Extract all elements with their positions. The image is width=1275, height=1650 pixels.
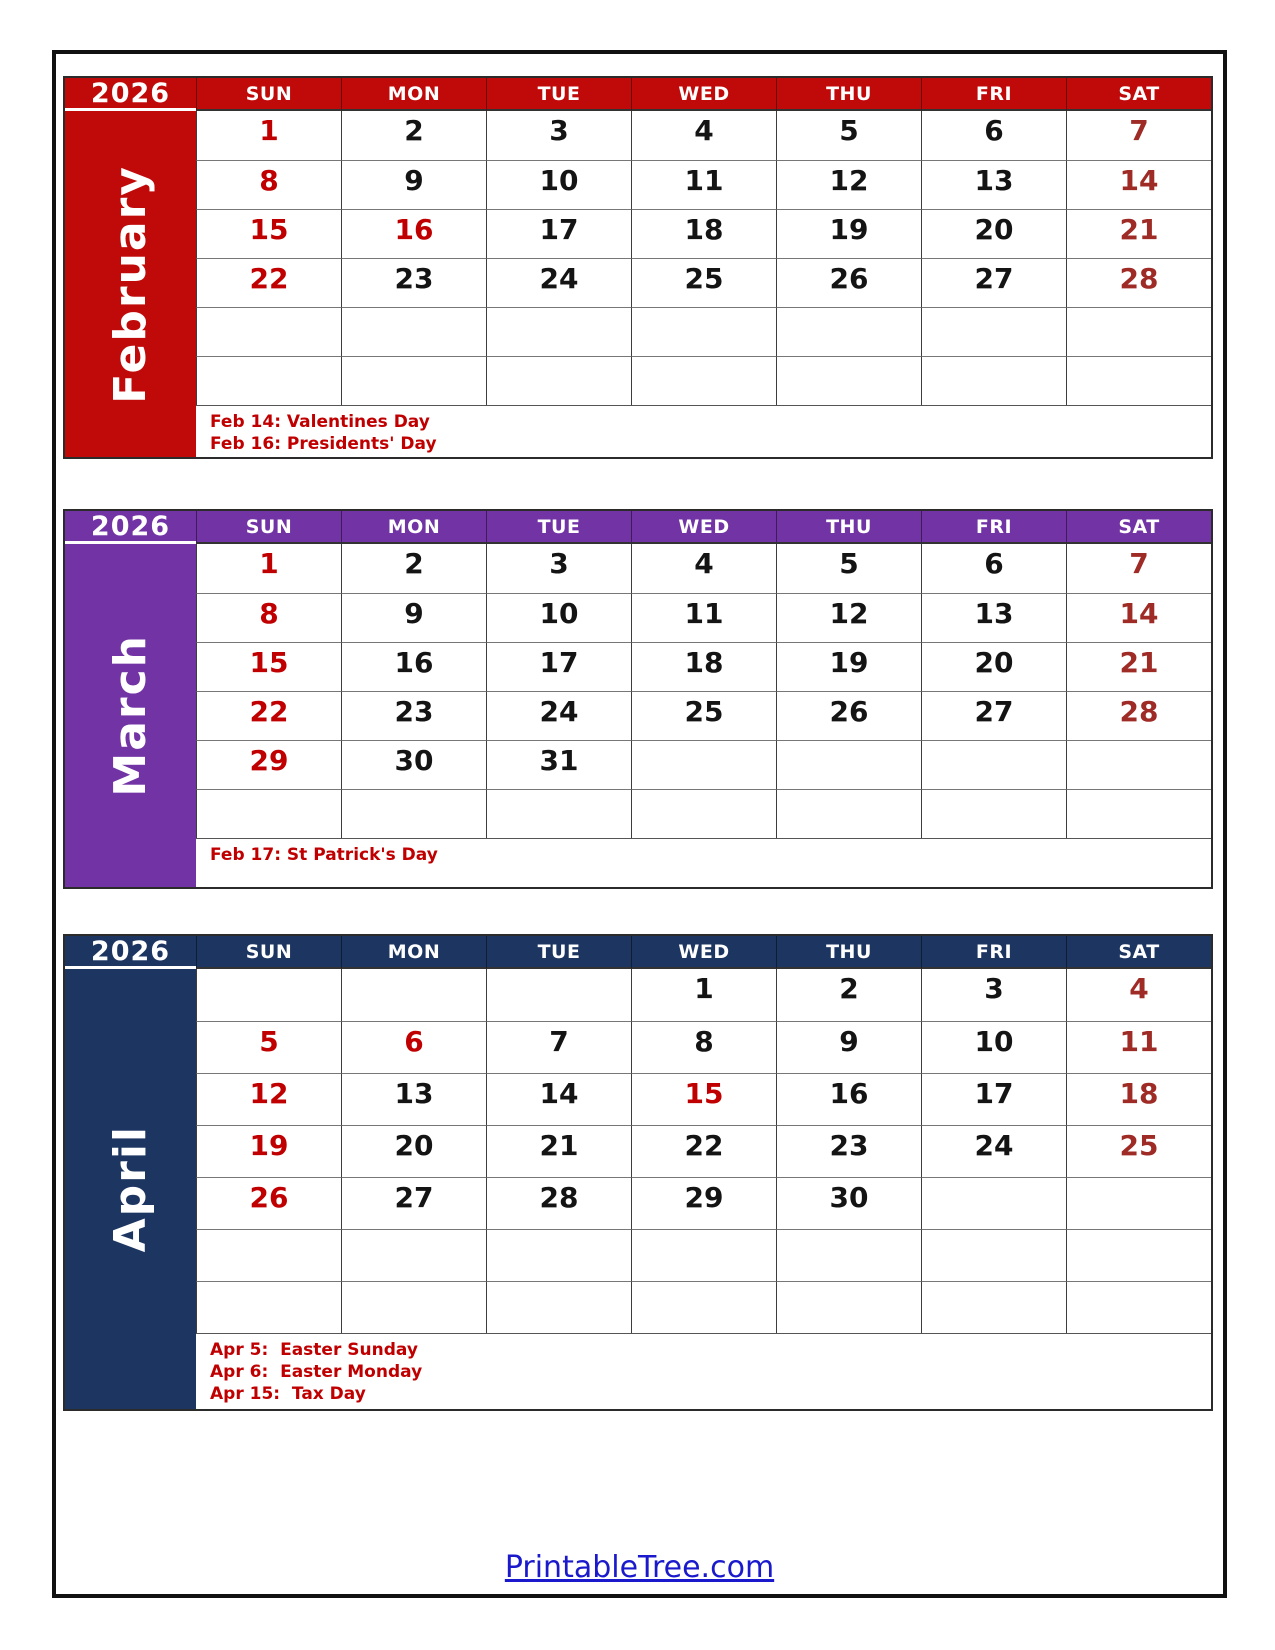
date-cell-empty [776,1281,921,1333]
date-cell-24: 24 [486,258,631,307]
date-cell-25: 25 [1066,1125,1211,1177]
date-cell-25: 25 [631,691,776,740]
date-cell-13: 13 [921,593,1066,642]
date-cell-19: 19 [776,642,921,691]
date-cell-23: 23 [341,691,486,740]
date-cell-empty [921,307,1066,356]
date-cell-18: 18 [631,642,776,691]
date-cell-24: 24 [921,1125,1066,1177]
footer-link[interactable]: PrintableTree.com [504,1550,775,1585]
date-cell-6: 6 [921,544,1066,593]
date-cell-empty [1066,1281,1211,1333]
date-cell-empty [1066,356,1211,405]
date-cell-30: 30 [776,1177,921,1229]
month-table [63,76,1213,459]
day-header-thu: THU [776,78,921,111]
date-cell-23: 23 [776,1125,921,1177]
date-cell-empty [196,1281,341,1333]
day-header-tue: TUE [486,511,631,544]
date-cell-empty [486,789,631,838]
date-cell-19: 19 [196,1125,341,1177]
date-cell-21: 21 [1066,642,1211,691]
date-cell-empty [196,356,341,405]
date-cell-empty [341,969,486,1021]
holiday-note: Feb 14: Valentines Day [210,412,430,432]
month-name-label: February [105,164,156,404]
year-label: 2026 [65,936,196,969]
date-cell-15: 15 [196,209,341,258]
date-cell-empty [921,1281,1066,1333]
date-cell-7: 7 [1066,544,1211,593]
day-header-sun: SUN [196,78,341,111]
date-cell-empty [196,969,341,1021]
holiday-note: Feb 16: Presidents' Day [210,434,437,454]
date-cell-empty [631,740,776,789]
page-border-frame [52,50,1227,1598]
date-cell-15: 15 [631,1073,776,1125]
month-block-february [63,76,1213,459]
date-cell-empty [631,1229,776,1281]
date-cell-12: 12 [196,1073,341,1125]
date-cell-8: 8 [631,1021,776,1073]
date-cell-empty [486,1281,631,1333]
holiday-note: Apr 5: Easter Sunday [210,1340,418,1360]
date-cell-13: 13 [341,1073,486,1125]
year-label: 2026 [65,511,196,544]
date-cell-21: 21 [1066,209,1211,258]
date-cell-17: 17 [486,642,631,691]
date-cell-10: 10 [486,160,631,209]
date-cell-9: 9 [341,593,486,642]
date-cell-empty [921,789,1066,838]
date-cell-empty [921,1177,1066,1229]
date-cell-empty [631,356,776,405]
day-header-sun: SUN [196,936,341,969]
date-cell-27: 27 [921,258,1066,307]
holiday-note: Apr 6: Easter Monday [210,1362,423,1382]
day-header-sat: SAT [1066,936,1211,969]
date-cell-10: 10 [486,593,631,642]
date-cell-empty [196,1229,341,1281]
date-cell-20: 20 [341,1125,486,1177]
date-cell-19: 19 [776,209,921,258]
day-header-fri: FRI [921,78,1066,111]
date-cell-11: 11 [631,593,776,642]
holiday-note: Feb 17: St Patrick's Day [210,845,438,865]
day-header-thu: THU [776,936,921,969]
day-header-mon: MON [341,936,486,969]
date-cell-20: 20 [921,642,1066,691]
day-header-mon: MON [341,78,486,111]
date-cell-empty [341,356,486,405]
date-cell-18: 18 [1066,1073,1211,1125]
date-cell-1: 1 [196,544,341,593]
date-cell-empty [776,307,921,356]
date-cell-9: 9 [341,160,486,209]
holiday-notes [196,1333,1211,1409]
date-cell-8: 8 [196,160,341,209]
day-header-thu: THU [776,511,921,544]
date-cell-20: 20 [921,209,1066,258]
date-cell-empty [921,356,1066,405]
date-cell-27: 27 [341,1177,486,1229]
date-cell-empty [196,307,341,356]
holiday-notes [196,405,1211,457]
date-cell-3: 3 [486,111,631,160]
date-cell-16: 16 [776,1073,921,1125]
day-header-fri: FRI [921,511,1066,544]
month-name-label: April [105,1125,156,1253]
date-cell-12: 12 [776,593,921,642]
date-cell-2: 2 [341,544,486,593]
date-cell-1: 1 [196,111,341,160]
date-cell-26: 26 [196,1177,341,1229]
date-cell-5: 5 [776,111,921,160]
date-cell-13: 13 [921,160,1066,209]
date-cell-empty [776,740,921,789]
date-cell-1: 1 [631,969,776,1021]
year-label: 2026 [65,78,196,111]
date-cell-empty [921,740,1066,789]
date-cell-14: 14 [486,1073,631,1125]
month-sidebar [65,544,196,887]
date-cell-16: 16 [341,209,486,258]
date-cell-9: 9 [776,1021,921,1073]
date-cell-24: 24 [486,691,631,740]
date-cell-27: 27 [921,691,1066,740]
date-cell-16: 16 [341,642,486,691]
month-table [63,509,1213,889]
month-block-april [63,934,1213,1411]
day-header-sat: SAT [1066,78,1211,111]
date-cell-empty [776,356,921,405]
date-cell-empty [196,789,341,838]
date-cell-3: 3 [486,544,631,593]
date-cell-14: 14 [1066,593,1211,642]
date-cell-6: 6 [921,111,1066,160]
date-cell-8: 8 [196,593,341,642]
date-cell-7: 7 [1066,111,1211,160]
date-cell-22: 22 [196,691,341,740]
month-sidebar [65,969,196,1409]
holiday-note: Apr 15: Tax Day [210,1384,366,1404]
date-cell-empty [631,789,776,838]
month-table [63,934,1213,1411]
date-cell-4: 4 [1066,969,1211,1021]
date-cell-28: 28 [1066,258,1211,307]
date-cell-empty [631,1281,776,1333]
date-cell-28: 28 [486,1177,631,1229]
month-block-march [63,509,1213,889]
date-cell-empty [776,1229,921,1281]
date-cell-empty [341,307,486,356]
date-cell-empty [1066,307,1211,356]
day-header-wed: WED [631,78,776,111]
day-header-tue: TUE [486,78,631,111]
date-cell-26: 26 [776,258,921,307]
date-cell-14: 14 [1066,160,1211,209]
date-cell-7: 7 [486,1021,631,1073]
date-cell-2: 2 [341,111,486,160]
date-cell-4: 4 [631,111,776,160]
date-cell-empty [486,1229,631,1281]
date-cell-empty [1066,789,1211,838]
date-cell-11: 11 [631,160,776,209]
date-cell-21: 21 [486,1125,631,1177]
footer [56,1550,1223,1585]
date-cell-10: 10 [921,1021,1066,1073]
date-cell-empty [1066,740,1211,789]
date-cell-empty [1066,1177,1211,1229]
day-header-sun: SUN [196,511,341,544]
date-cell-31: 31 [486,740,631,789]
date-cell-6: 6 [341,1021,486,1073]
day-header-mon: MON [341,511,486,544]
date-cell-29: 29 [631,1177,776,1229]
day-header-sat: SAT [1066,511,1211,544]
date-cell-empty [341,789,486,838]
date-cell-empty [341,1281,486,1333]
date-cell-empty [631,307,776,356]
date-cell-30: 30 [341,740,486,789]
date-cell-12: 12 [776,160,921,209]
day-header-wed: WED [631,511,776,544]
date-cell-23: 23 [341,258,486,307]
date-cell-28: 28 [1066,691,1211,740]
date-cell-25: 25 [631,258,776,307]
date-cell-empty [486,356,631,405]
date-cell-29: 29 [196,740,341,789]
holiday-notes [196,838,1211,887]
date-cell-3: 3 [921,969,1066,1021]
month-sidebar [65,111,196,457]
date-cell-5: 5 [196,1021,341,1073]
month-name-label: March [105,634,156,797]
date-cell-17: 17 [921,1073,1066,1125]
day-header-tue: TUE [486,936,631,969]
day-header-wed: WED [631,936,776,969]
date-cell-empty [776,789,921,838]
date-cell-22: 22 [196,258,341,307]
date-cell-empty [486,969,631,1021]
date-cell-15: 15 [196,642,341,691]
date-cell-4: 4 [631,544,776,593]
date-cell-22: 22 [631,1125,776,1177]
date-cell-5: 5 [776,544,921,593]
date-cell-11: 11 [1066,1021,1211,1073]
date-cell-empty [486,307,631,356]
date-cell-empty [341,1229,486,1281]
day-header-fri: FRI [921,936,1066,969]
date-cell-2: 2 [776,969,921,1021]
date-cell-18: 18 [631,209,776,258]
date-cell-26: 26 [776,691,921,740]
date-cell-empty [1066,1229,1211,1281]
date-cell-empty [921,1229,1066,1281]
date-cell-17: 17 [486,209,631,258]
